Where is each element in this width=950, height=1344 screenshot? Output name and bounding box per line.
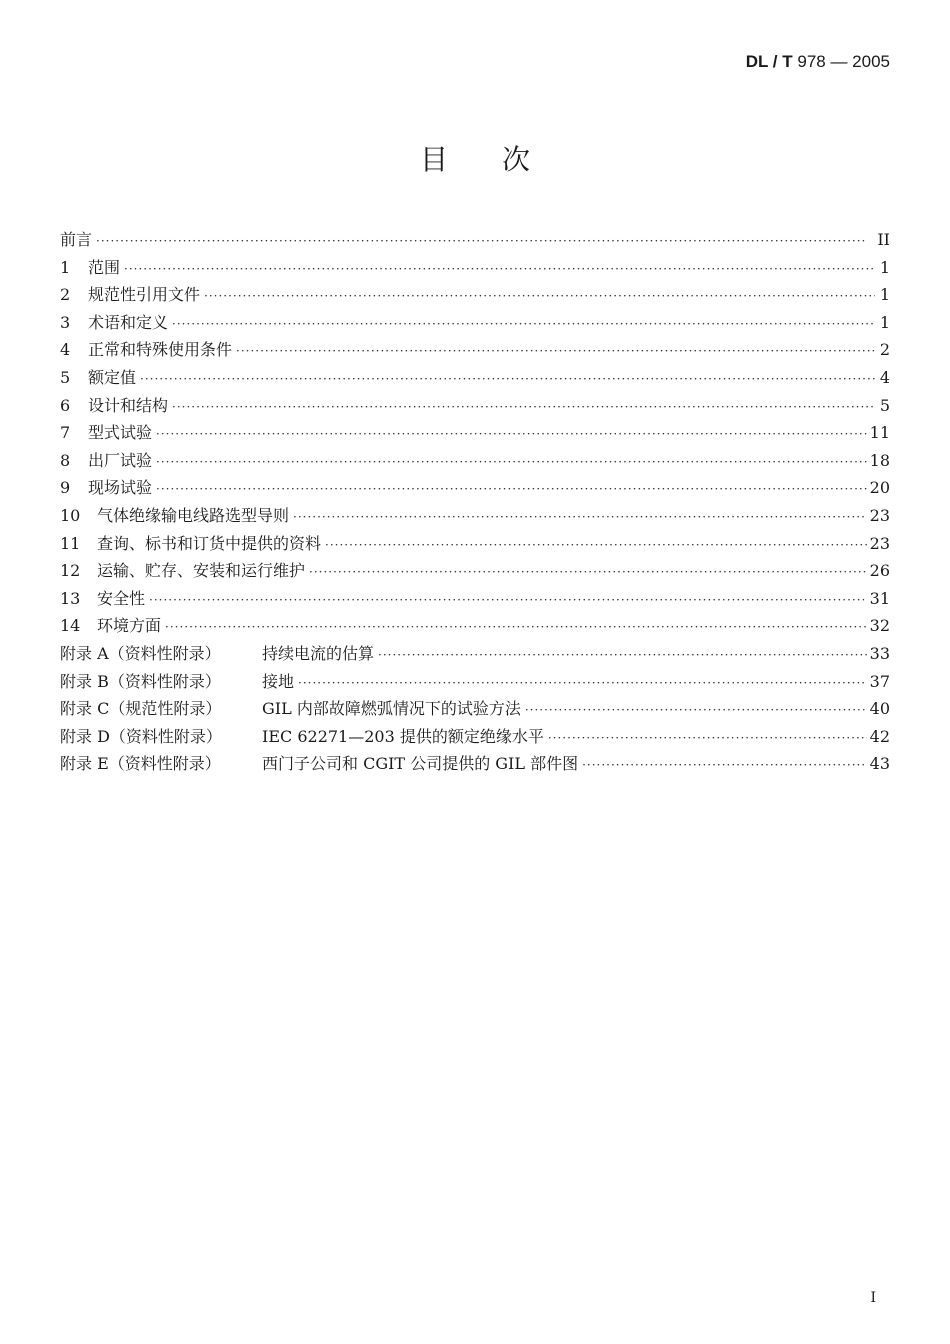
toc-entry[interactable] — [60, 695, 890, 723]
dot-leader — [156, 449, 867, 477]
dot-leader — [124, 256, 875, 284]
toc-entry-page: 31 — [869, 588, 890, 608]
toc-entry-page: 43 — [869, 754, 890, 774]
toc-entry-label: 持续电流的估算 — [262, 643, 375, 663]
page-title: 目次 — [419, 143, 584, 176]
toc-entry-page: 23 — [869, 505, 890, 525]
toc-entry-page: 1 — [879, 257, 890, 277]
dot-leader — [548, 725, 867, 753]
toc-entry-number: 8 — [60, 450, 71, 470]
standard-prefix: DL / T — [745, 52, 793, 71]
toc-entry[interactable] — [60, 750, 890, 778]
toc-entry-label: 前言 — [60, 230, 93, 249]
toc-entry-page: 18 — [869, 450, 890, 470]
toc-entry-page: 11 — [869, 423, 890, 443]
toc-entry[interactable] — [60, 585, 890, 613]
toc-entry-page: 4 — [879, 367, 890, 387]
toc-entry-label: 额定值 — [88, 367, 137, 387]
toc-entry-label: GIL 内部故障燃弧情况下的试验方法 — [262, 699, 521, 719]
toc-entry-label: 接地 — [262, 671, 295, 691]
toc-entry-page: 32 — [869, 616, 890, 636]
dot-leader — [156, 476, 867, 504]
toc-entry[interactable] — [60, 557, 890, 585]
dot-leader — [236, 338, 875, 366]
toc-entry-number: 12 — [60, 561, 81, 581]
toc-entry-number: 10 — [60, 505, 81, 525]
dot-leader — [582, 752, 867, 780]
toc-entry-number: 5 — [60, 367, 71, 387]
toc-entry[interactable] — [60, 419, 890, 447]
toc-entry-page: 40 — [869, 699, 890, 719]
toc-entry[interactable] — [60, 530, 890, 558]
toc-entry-number: 1 — [60, 257, 71, 277]
standard-code — [746, 52, 890, 72]
toc-entry-appendix-prefix: 附录 C（规范性附录） — [60, 699, 222, 719]
toc-entry-number: 4 — [60, 340, 71, 360]
toc-entry[interactable] — [60, 723, 890, 751]
page-number: I — [870, 1290, 876, 1306]
dot-leader — [165, 614, 867, 642]
toc-entry[interactable] — [60, 364, 890, 392]
dot-leader — [298, 670, 867, 698]
toc-entry[interactable] — [60, 392, 890, 420]
toc-entry-label: 设计和结构 — [88, 395, 169, 415]
table-of-contents — [60, 226, 890, 778]
standard-number: 978 — 2005 — [797, 52, 890, 71]
dot-leader — [204, 283, 875, 311]
dot-leader — [96, 228, 874, 256]
toc-entry-number: 14 — [60, 616, 81, 636]
dot-leader — [293, 504, 867, 532]
toc-entry-page: 42 — [869, 726, 890, 746]
toc-entry[interactable] — [60, 502, 890, 530]
dot-leader — [325, 532, 867, 560]
toc-entry-page: 20 — [869, 478, 890, 498]
toc-entry-label: 现场试验 — [88, 478, 153, 498]
dot-leader — [525, 697, 867, 725]
dot-leader — [156, 421, 867, 449]
dot-leader — [140, 366, 875, 394]
dot-leader — [172, 311, 875, 339]
toc-entry[interactable] — [60, 281, 890, 309]
toc-entry-number: 11 — [60, 533, 81, 553]
toc-entry-page: 23 — [869, 533, 890, 553]
toc-entry-appendix-prefix: 附录 B（资料性附录） — [60, 671, 221, 691]
toc-entry[interactable] — [60, 254, 890, 282]
toc-entry-label: 型式试验 — [88, 423, 153, 443]
toc-entry-page: 37 — [869, 671, 890, 691]
toc-entry-label: IEC 62271—203 提供的额定绝缘水平 — [262, 726, 544, 746]
toc-entry-label: 出厂试验 — [88, 450, 153, 470]
toc-entry-page: II — [877, 230, 890, 249]
toc-entry-page: 33 — [869, 643, 890, 663]
toc-entry-appendix-prefix: 附录 D（资料性附录） — [60, 726, 222, 746]
toc-entry-label: 查询、标书和订货中提供的资料 — [97, 533, 322, 553]
toc-entry-label: 环境方面 — [97, 616, 162, 636]
toc-entry-label: 西门子公司和 CGIT 公司提供的 GIL 部件图 — [262, 754, 579, 774]
toc-entry-label: 正常和特殊使用条件 — [88, 340, 233, 360]
dot-leader — [149, 587, 867, 615]
toc-entry-page: 5 — [879, 395, 890, 415]
toc-entry-page: 1 — [879, 312, 890, 332]
toc-entry[interactable] — [60, 474, 890, 502]
toc-entry-page: 2 — [879, 340, 890, 360]
toc-entry-number: 13 — [60, 588, 81, 608]
toc-entry[interactable] — [60, 640, 890, 668]
toc-entry-appendix-prefix: 附录 E（资料性附录） — [60, 754, 221, 774]
toc-entry[interactable] — [60, 447, 890, 475]
toc-entry-label: 术语和定义 — [88, 312, 169, 332]
toc-entry-label: 规范性引用文件 — [88, 285, 201, 305]
dot-leader — [378, 642, 867, 670]
toc-entry-number: 2 — [60, 285, 71, 305]
toc-entry-number: 3 — [60, 312, 71, 332]
toc-entry-page: 1 — [879, 285, 890, 305]
toc-entry-page: 26 — [869, 561, 890, 581]
toc-entry-appendix-prefix: 附录 A（资料性附录） — [60, 643, 221, 663]
toc-entry[interactable] — [60, 336, 890, 364]
toc-entry-label: 气体绝缘输电线路选型导则 — [97, 505, 290, 525]
toc-entry-number: 6 — [60, 395, 71, 415]
toc-entry-label: 安全性 — [97, 588, 146, 608]
toc-entry[interactable] — [60, 612, 890, 640]
toc-entry-number: 9 — [60, 478, 71, 498]
toc-entry[interactable] — [60, 668, 890, 696]
toc-entry-label: 运输、贮存、安装和运行维护 — [97, 561, 306, 581]
dot-leader — [172, 394, 875, 422]
toc-entry[interactable] — [60, 309, 890, 337]
toc-entry-number: 7 — [60, 423, 71, 443]
toc-entry[interactable] — [60, 226, 890, 254]
toc-entry-label: 范围 — [88, 257, 121, 277]
dot-leader — [309, 559, 867, 587]
